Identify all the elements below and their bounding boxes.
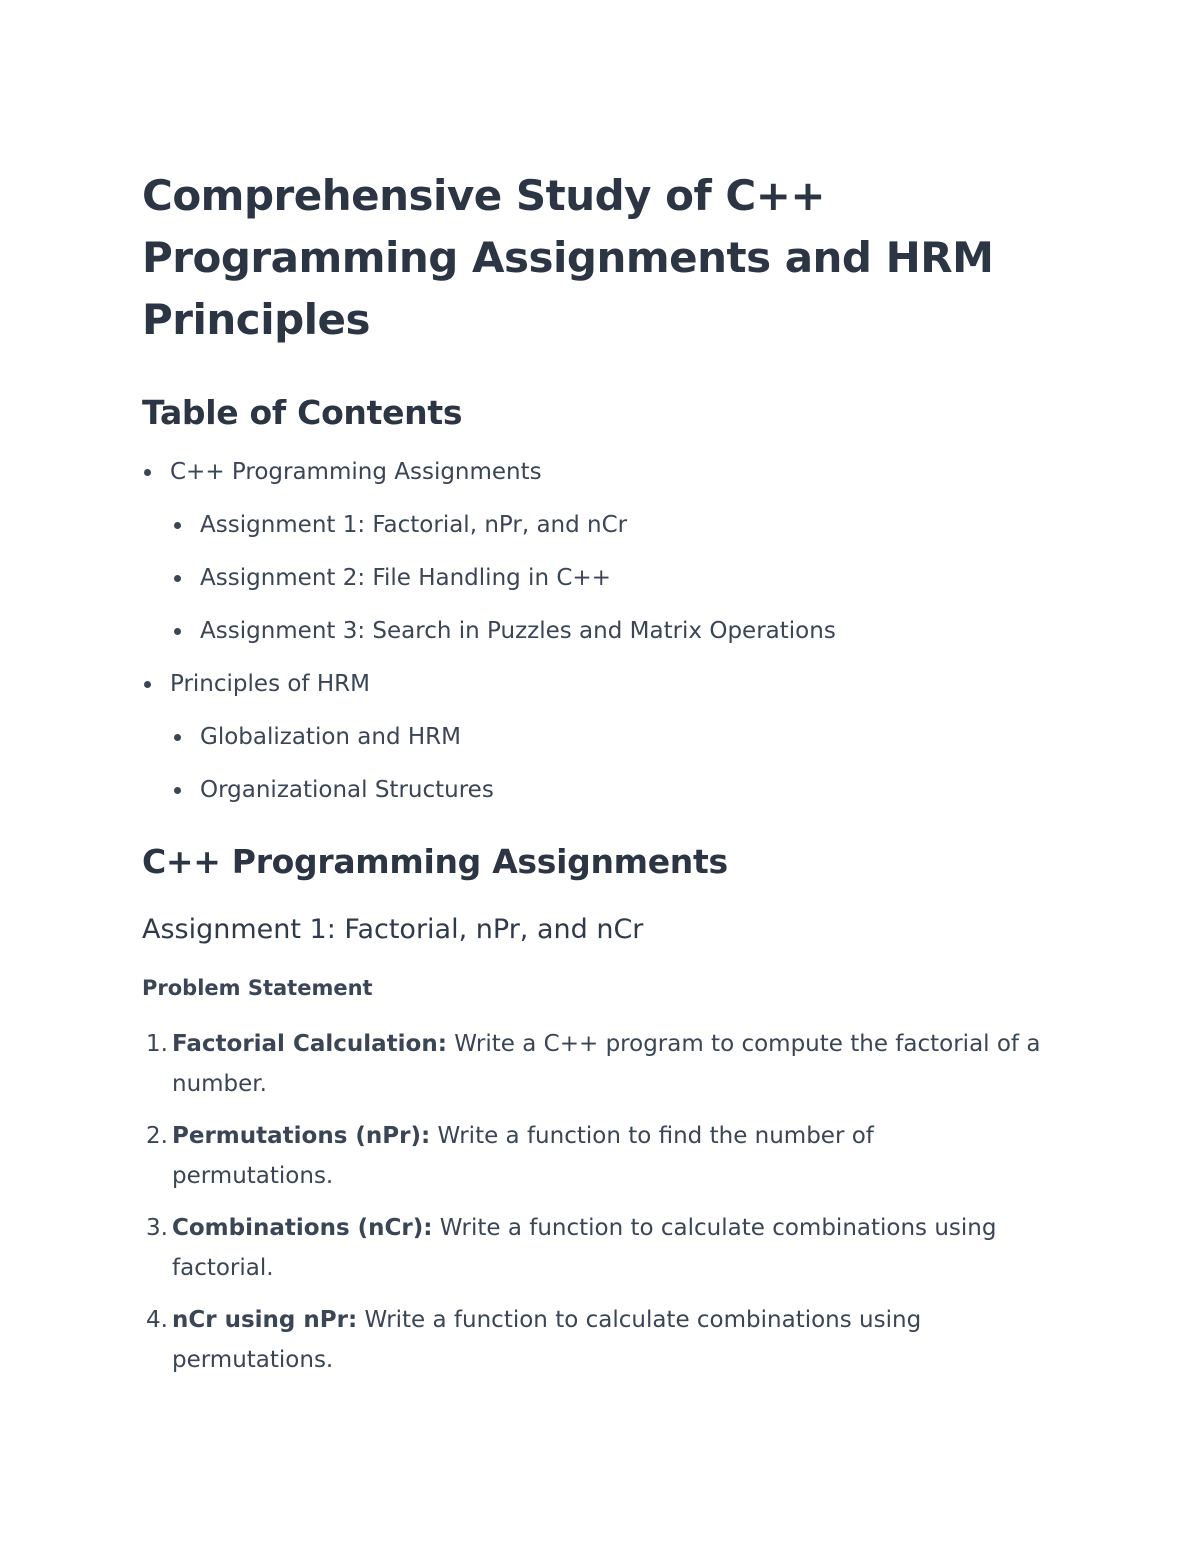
bullet-icon — [174, 734, 181, 741]
bullet-icon — [174, 628, 181, 635]
list-item — [142, 1116, 1042, 1196]
list-number: 3. — [146, 1215, 168, 1241]
toc-item-label: Principles of HRM — [170, 671, 370, 697]
problem-term: Factorial Calculation: — [172, 1031, 447, 1057]
problem-text: Write a function to calculate combinations using permutations. — [172, 1307, 922, 1373]
bullet-icon — [144, 681, 151, 688]
problem-term: nCr using nPr: — [172, 1307, 358, 1333]
toc-item-label: Globalization and HRM — [200, 724, 461, 750]
problem-list — [142, 1024, 1042, 1380]
list-item — [142, 1300, 1042, 1380]
problem-text: Write a C++ program to compute the factorial of a number. — [172, 1031, 1041, 1097]
list-item — [142, 1208, 1042, 1288]
toc-heading: Table of Contents — [142, 393, 463, 432]
toc-item-assignment-3[interactable] — [142, 616, 1062, 669]
toc-item-label: Assignment 1: Factorial, nPr, and nCr — [200, 512, 628, 538]
bullet-icon — [174, 575, 181, 582]
document-title: Comprehensive Study of C++ Programming Assignments and HRM Principles — [142, 171, 994, 344]
toc-item-cpp-assignments[interactable] — [142, 457, 1062, 510]
problem-statement-heading: Problem Statement — [142, 976, 373, 1000]
problem-text: Write a function to find the number of permutations. — [172, 1123, 874, 1189]
toc-item-principles-hrm[interactable] — [142, 669, 1062, 722]
list-number: 4. — [146, 1307, 168, 1333]
list-number: 1. — [146, 1031, 168, 1057]
toc-item-label: Assignment 2: File Handling in C++ — [200, 565, 611, 591]
toc-item-assignment-2[interactable] — [142, 563, 1062, 616]
bullet-icon — [144, 469, 151, 476]
bullet-icon — [174, 522, 181, 529]
assignment-heading: Assignment 1: Factorial, nPr, and nCr — [142, 914, 644, 945]
table-of-contents — [142, 457, 1062, 828]
list-number: 2. — [146, 1123, 168, 1149]
problem-text: Write a function to calculate combinations using factorial. — [172, 1215, 997, 1281]
bullet-icon — [174, 787, 181, 794]
toc-item-label: C++ Programming Assignments — [170, 459, 542, 485]
problem-term: Permutations (nPr): — [172, 1123, 431, 1149]
section-heading: C++ Programming Assignments — [142, 842, 728, 881]
document-page — [142, 165, 1062, 1392]
toc-item-globalization[interactable] — [142, 722, 1062, 775]
toc-item-label: Organizational Structures — [200, 777, 494, 803]
list-item — [142, 1024, 1042, 1104]
toc-item-label: Assignment 3: Search in Puzzles and Matrix Operations — [200, 618, 836, 644]
problem-term: Combinations (nCr): — [172, 1215, 433, 1241]
toc-item-organizational-structures[interactable] — [142, 775, 1062, 828]
toc-item-assignment-1[interactable] — [142, 510, 1062, 563]
